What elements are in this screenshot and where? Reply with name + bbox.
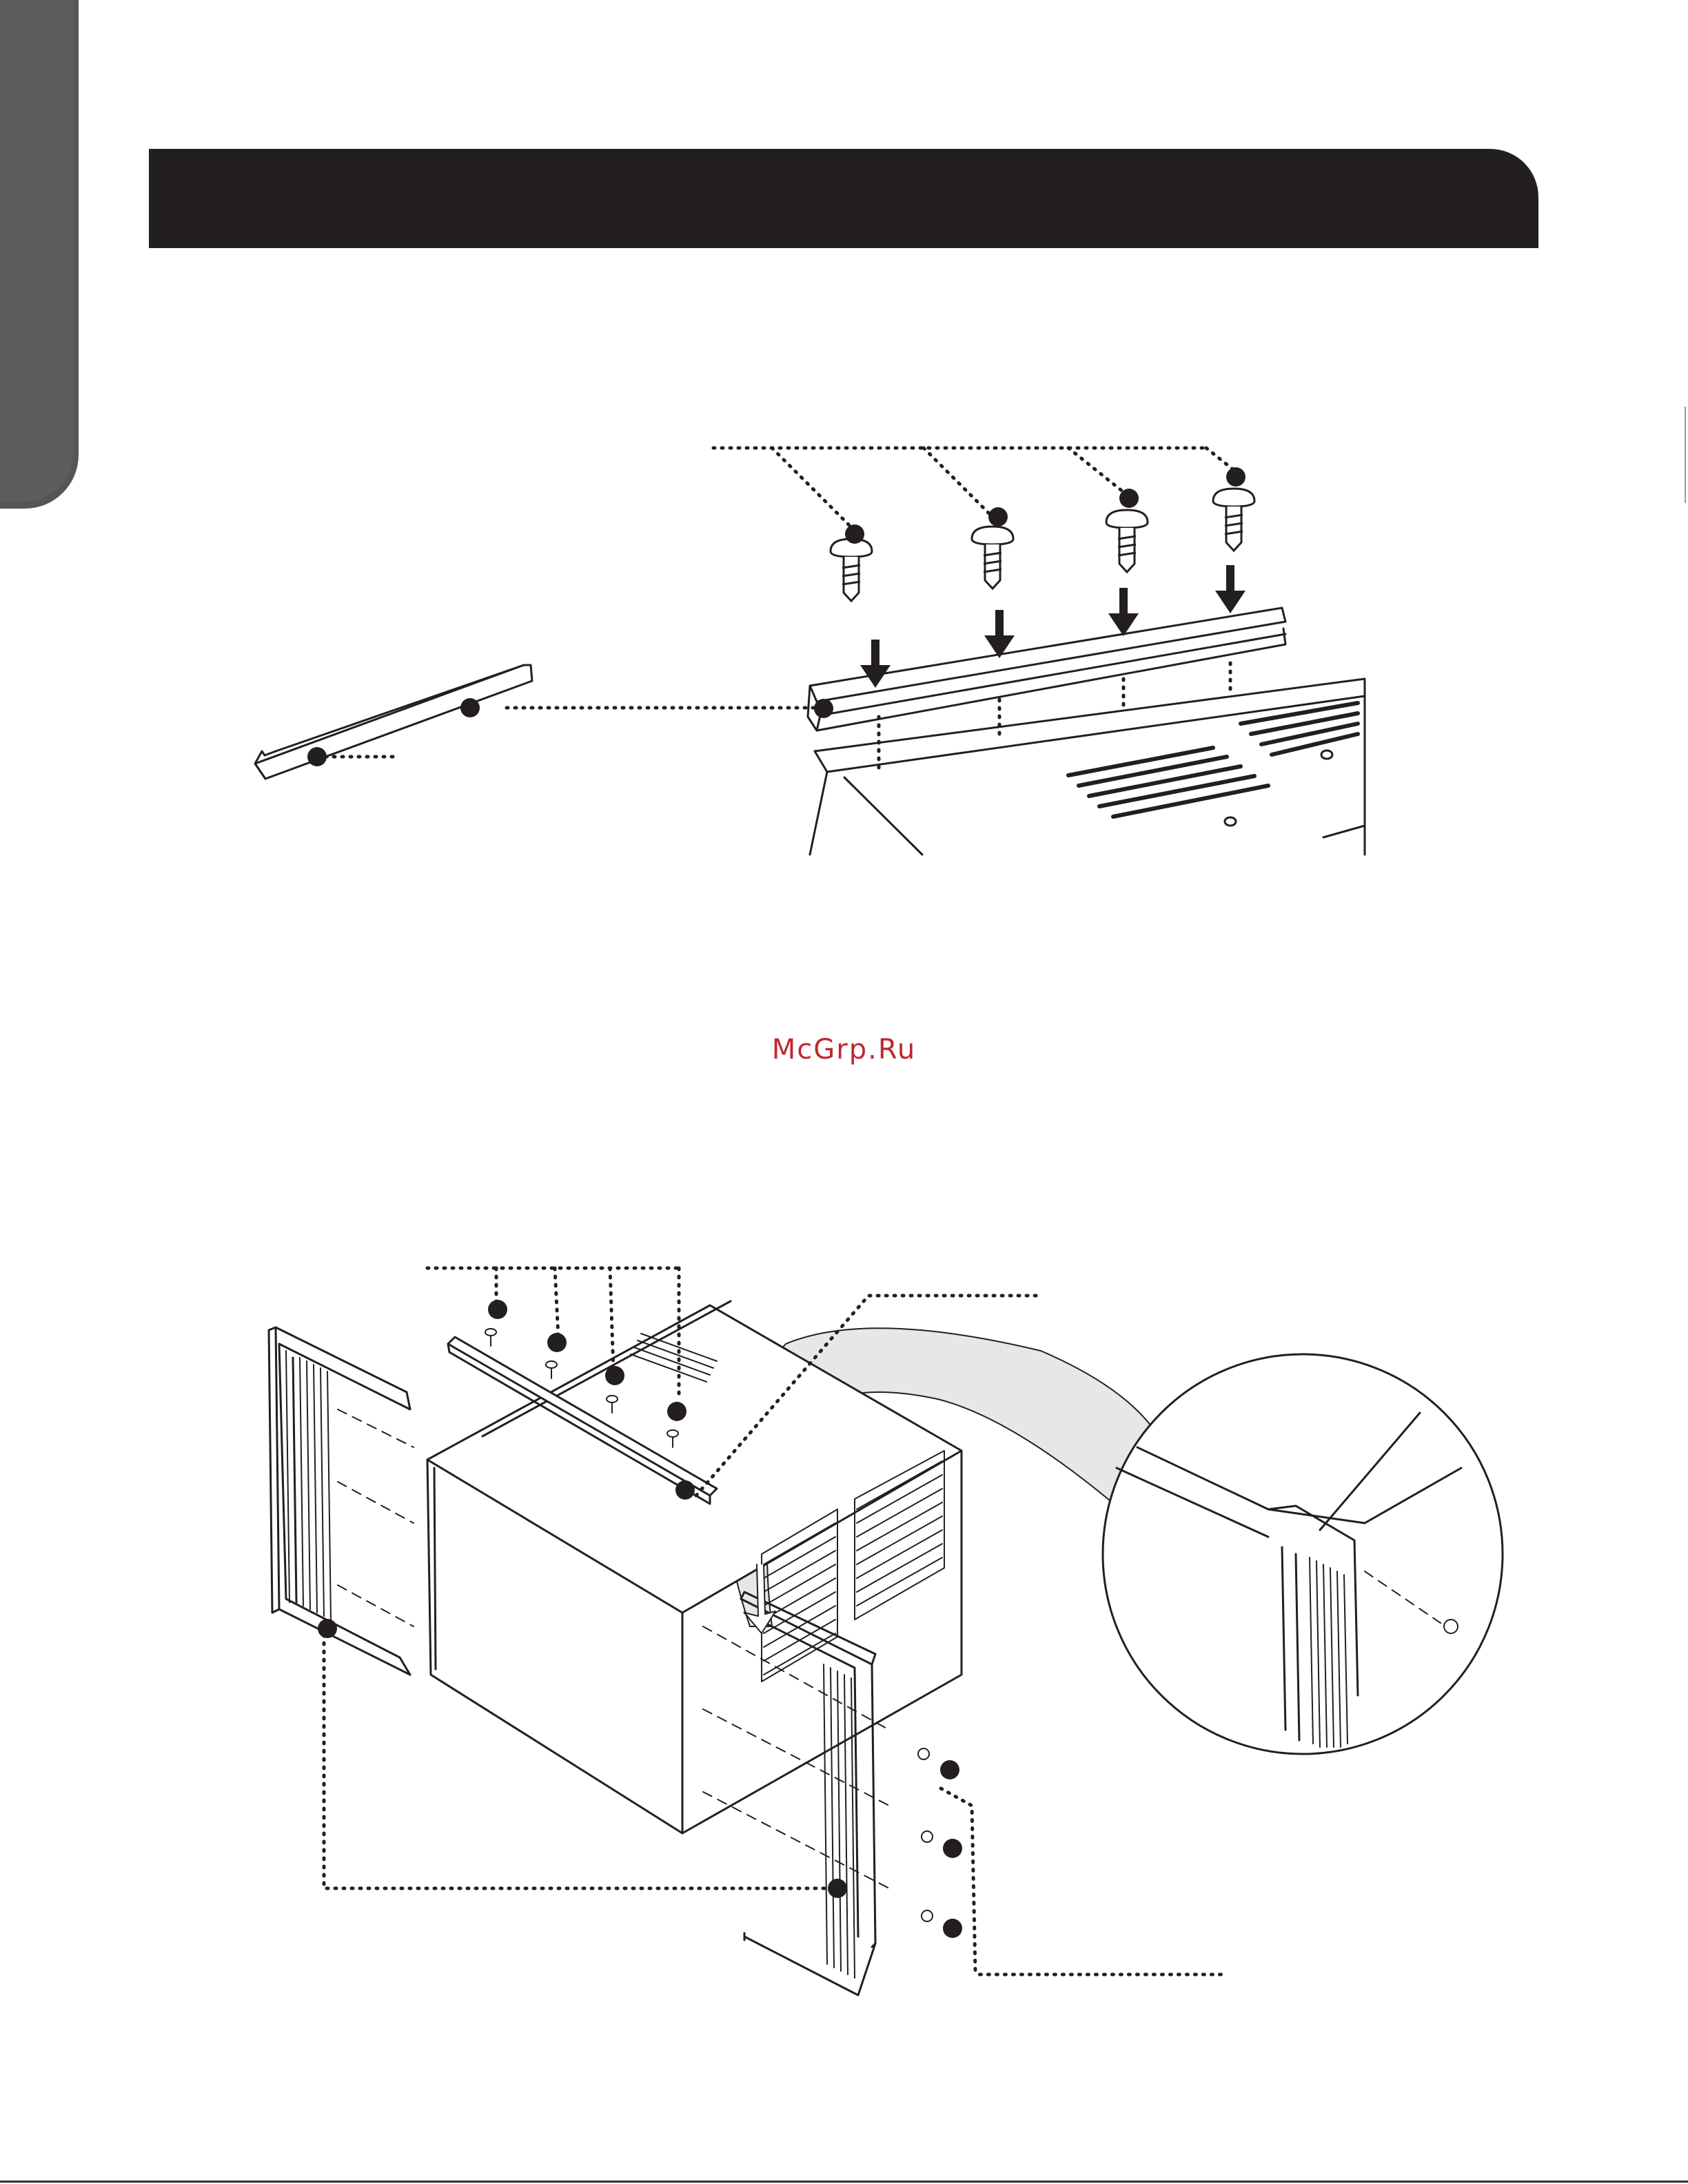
- callout-marker-icon: [667, 1402, 687, 1421]
- callout-marker-icon: [488, 1300, 507, 1319]
- screw-icon: [1213, 489, 1254, 551]
- detail-magnifier: [1103, 1354, 1503, 1754]
- down-arrow-icon: [1215, 565, 1245, 613]
- side-tab-inner: [0, 0, 73, 502]
- figure-frame-assembly: [248, 1241, 1530, 1999]
- callout-marker-icon: [318, 1619, 337, 1638]
- screw-icon: [831, 539, 872, 601]
- screw-hole: [1321, 751, 1332, 759]
- callout-marker-icon: [814, 699, 833, 718]
- callout-marker-icon: [675, 1480, 695, 1500]
- page-edge-mark: [1685, 407, 1686, 503]
- screw-icon: [485, 1329, 496, 1346]
- left-curtain-frame: [269, 1327, 410, 1675]
- callout-marker-icon: [940, 1760, 959, 1779]
- screw-icon: [1444, 1620, 1458, 1633]
- callout-marker-icon: [943, 1919, 962, 1938]
- side-tab: [0, 0, 79, 509]
- unit-cabinet: [810, 679, 1365, 855]
- screw-icon: [546, 1361, 557, 1378]
- screw-icon: [922, 1910, 933, 1921]
- screw-icon: [922, 1831, 933, 1842]
- figure-top-rail-installation: [234, 427, 1379, 868]
- callout-marker-icon: [547, 1333, 567, 1352]
- callout-markers: [307, 467, 1245, 766]
- loose-top-rail: [255, 665, 532, 779]
- vent-slots: [1068, 703, 1358, 817]
- callout-marker-icon: [307, 747, 327, 766]
- callout-marker-icon: [1119, 489, 1139, 508]
- callout-marker-icon: [605, 1366, 624, 1385]
- section-header-bar: [149, 149, 1538, 248]
- callout-marker-icon: [988, 507, 1008, 527]
- callout-marker-icon: [460, 698, 480, 717]
- screw-icon: [918, 1748, 929, 1759]
- screw-icon: [1106, 510, 1148, 572]
- callout-marker-icon: [828, 1879, 847, 1898]
- down-arrow-icon: [1108, 588, 1139, 636]
- watermark-text: McGrp.Ru: [771, 1034, 917, 1065]
- callout-marker-icon: [1226, 467, 1245, 487]
- bottom-rule: [0, 2181, 1688, 2183]
- down-arrow-icon: [984, 610, 1015, 658]
- screws: [831, 489, 1254, 601]
- screw-icon: [972, 527, 1013, 589]
- callout-marker-icon: [845, 524, 864, 544]
- right-frame-ribs: [824, 1664, 855, 1978]
- screw-hole: [1225, 817, 1236, 826]
- callout-marker-icon: [943, 1839, 962, 1858]
